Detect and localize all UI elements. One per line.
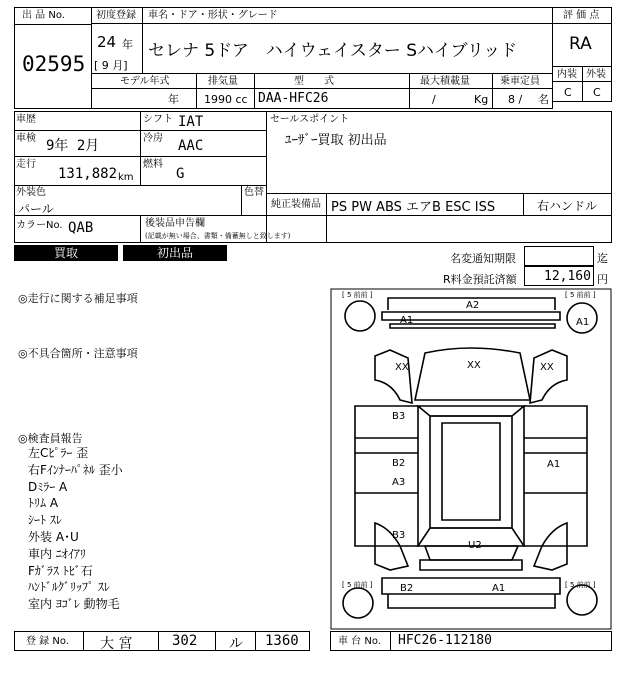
color-no-label: カラーNo. (16, 220, 63, 231)
inspection-label: 車検 (16, 133, 36, 144)
tag-first-listing: 初出品 (123, 245, 227, 261)
model-year-label: モデル年式 (120, 76, 170, 87)
divider (14, 185, 266, 186)
lot-label: 出 品 No. (22, 10, 65, 21)
damage-mark: A3 (392, 477, 406, 488)
exterior-grade: C (593, 86, 601, 99)
inspection-value: 9年 2月 (46, 138, 100, 154)
inspector-item: 右Fｲﾝﾅｰﾊﾟﾈﾙ 歪小 (28, 462, 123, 477)
divider (142, 23, 143, 73)
divider (241, 185, 242, 215)
fuel-label: 燃料 (143, 159, 163, 170)
damage-mark: XX (467, 360, 481, 371)
divider (14, 215, 612, 216)
plate-label: 登 録 No. (26, 636, 69, 647)
damage-mark: XX (395, 362, 409, 373)
type-label: 型 式 (294, 76, 334, 87)
history-label: 車歴 (16, 114, 36, 125)
tire-fl-label: [ 5 前前 ] (342, 291, 373, 299)
lot-number: 02595 (22, 52, 86, 76)
divider (582, 66, 583, 102)
inspector-item: 室内 ﾖｺﾞﾚ 動物毛 (28, 597, 120, 612)
tag-kaitori: 買取 (14, 245, 118, 261)
inspector-item: ｼｰﾄ ｽﾚ (28, 513, 62, 528)
name-change-box (524, 246, 594, 266)
plate-region: 大 宮 (100, 636, 133, 652)
driving-notes-label: ◎走行に関する補足事項 (18, 292, 138, 305)
divider (266, 193, 612, 194)
plate-class: 302 (172, 633, 198, 649)
capacity-unit: 名 (538, 93, 549, 106)
reg-year: 24 (97, 33, 117, 51)
inspector-item: 外装 A･U (28, 529, 79, 544)
fuel-value: G (176, 166, 185, 182)
recycle-value: 12,160 (544, 269, 591, 284)
exterior-label: 外装 (586, 69, 606, 80)
grade-label: 評 価 点 (563, 10, 600, 21)
divider (14, 156, 266, 157)
divider (255, 631, 256, 651)
reg-year-unit: 年 (122, 38, 133, 51)
aftermarket-label: 後装品申告欄 (145, 218, 205, 229)
max-load-label: 最大積載量 (420, 76, 470, 87)
divider (492, 73, 493, 109)
recycle-label: R料金預託済額 (443, 273, 517, 286)
aftermarket-note: (記載が無い場合、書類・備蓄無しと致します) (145, 232, 291, 240)
divider (14, 130, 266, 131)
car-name-label: 車名・ドア・形状・グレード (148, 10, 278, 21)
inspector-item: Fｶﾞﾗｽ ﾄﾋﾞ石 (28, 563, 93, 578)
damage-mark: B3 (392, 411, 406, 422)
inspector-label: ◎検査員報告 (18, 432, 83, 445)
mileage-label: 走行 (16, 159, 36, 170)
interior-label: 内装 (557, 69, 577, 80)
divider (552, 23, 612, 24)
damage-mark: A1 (576, 317, 590, 328)
chassis-value: HFC26-112180 (398, 633, 492, 648)
equipment-value: PS PW ABS エアB ESC ISS (331, 200, 496, 215)
ac-label: 冷房 (143, 133, 163, 144)
plate-number: 1360 (265, 633, 299, 649)
sales-point-label: セールスポイント (270, 114, 350, 125)
tire-fr-label: [ 5 前前 ] (565, 291, 596, 299)
divider (254, 73, 255, 109)
divider (390, 631, 391, 651)
divider (215, 631, 216, 651)
max-load-unit: Kg (474, 93, 489, 106)
damage-mark: B2 (392, 458, 406, 469)
divider (196, 73, 197, 109)
car-name: セレナ 5ドア ハイウェイスター Sハイブリッド (148, 41, 518, 61)
inspector-item: ﾄﾘﾑ A (28, 496, 59, 511)
damage-mark: U2 (468, 540, 482, 551)
divider (140, 111, 141, 186)
divider (523, 193, 524, 215)
chassis-label: 車 台 No. (338, 636, 381, 647)
defects-label: ◎不具合箇所・注意事項 (18, 347, 138, 360)
divider (91, 23, 553, 24)
divider (552, 81, 612, 82)
reg-month: [ 9 月] (94, 59, 128, 72)
divider (91, 73, 553, 74)
inspector-item: 左Cﾋﾟﾗｰ 歪 (28, 446, 89, 460)
model-year-unit: 年 (168, 93, 179, 106)
grade-value: RA (569, 34, 592, 54)
displacement-label: 排気量 (208, 76, 238, 87)
capacity-value: 8 / (508, 93, 523, 106)
car-damage-diagram (330, 288, 612, 630)
divider (83, 631, 84, 651)
tire-rl-label: [ 5 前前 ] (342, 581, 373, 589)
inspector-item: 車内 ﾆｵｲｱﾘ (28, 546, 86, 561)
name-change-label: 名変通知期限 (450, 252, 516, 265)
divider (326, 193, 327, 243)
inspector-item: Dﾐﾗｰ A (28, 479, 68, 494)
max-load-value: / (432, 93, 436, 106)
ac-value: AAC (178, 138, 204, 154)
shift-label: シフト (143, 114, 173, 125)
damage-mark: A1 (400, 315, 414, 326)
inspector-list (28, 445, 123, 613)
mileage-unit: km (118, 172, 134, 183)
displacement-value: 1990 cc (204, 93, 248, 106)
color-change-label: 色替 (244, 187, 264, 198)
capacity-label: 乗車定員 (500, 76, 540, 87)
divider (140, 215, 141, 243)
plate-kana: ル (229, 636, 243, 652)
ext-color-value: パール (18, 202, 54, 216)
divider (266, 111, 267, 243)
interior-grade: C (564, 86, 572, 99)
inspector-item: ﾊﾝﾄﾞﾙｸﾞﾘｯﾌﾟ ｽﾚ (28, 580, 110, 595)
recycle-unit: 円 (597, 273, 608, 286)
divider (158, 631, 159, 651)
divider (409, 73, 410, 109)
color-no-value: QAB (68, 220, 94, 236)
type-value: DAA-HFC26 (258, 91, 329, 106)
first-reg-label: 初度登録 (96, 10, 136, 21)
divider (142, 7, 143, 24)
damage-mark: A2 (466, 300, 480, 311)
tire-rr-label: [ 5 前前 ] (565, 581, 596, 589)
damage-mark: A1 (547, 459, 561, 470)
handle-value: 右ハンドル (537, 199, 598, 213)
mileage-value: 131,882 (58, 166, 118, 182)
damage-mark: A1 (492, 583, 506, 594)
divider (91, 88, 553, 89)
ext-color-label: 外装色 (16, 187, 46, 198)
name-change-unit: 迄 (597, 252, 608, 265)
equipment-label: 純正装備品 (271, 199, 321, 210)
sales-point-value: ﾕｰｻﾞｰ買取 初出品 (285, 133, 387, 148)
shift-value: IAT (178, 114, 204, 130)
damage-mark: B3 (392, 530, 406, 541)
damage-mark: XX (540, 362, 554, 373)
damage-mark: B2 (400, 583, 414, 594)
